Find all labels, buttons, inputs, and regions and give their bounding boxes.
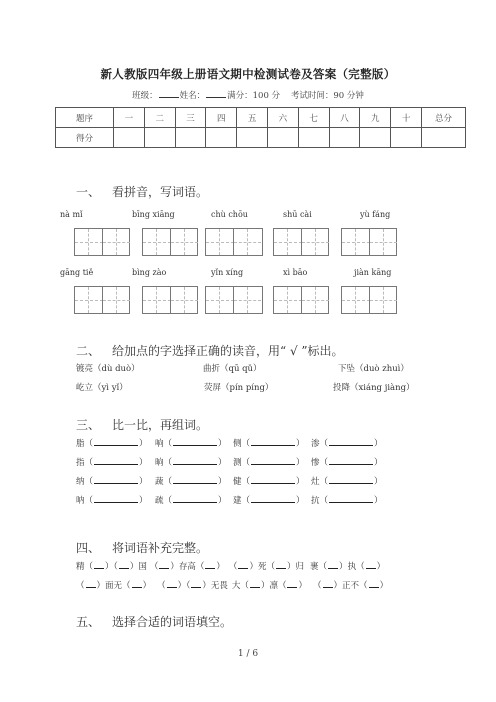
paren: ） [296,439,305,449]
score-cell[interactable] [422,128,466,148]
fill-in-blank[interactable]: （ ） [76,581,105,591]
score-header-cell: 九 [360,108,391,128]
score-cell[interactable] [298,128,329,148]
writing-cell[interactable] [143,287,171,313]
section4-number: 四、 [76,541,101,555]
character: 响 [155,439,164,449]
answer-blank[interactable] [251,474,295,484]
pinyin-label: bìng zào [132,268,167,277]
writing-cell[interactable] [301,287,329,313]
fill-in-blank[interactable]: （ ） [359,581,388,591]
fill-in-blank[interactable]: （ ） [240,581,269,591]
blank-line[interactable] [86,578,96,588]
fill-in-blank[interactable]: （ ） [85,562,114,572]
word-part: 裹 [310,562,319,572]
compare-item [155,436,227,449]
writing-grid[interactable] [74,286,130,314]
pronunciation-item[interactable]: 屹立（yì yǐ） [76,383,128,393]
blank-line[interactable] [369,578,379,588]
writing-grid[interactable] [74,228,130,256]
name-blank[interactable] [206,88,226,98]
paren: （ [319,477,329,487]
compare-item [233,493,305,506]
paren: （ [319,496,329,506]
character: 呐 [76,496,85,506]
paren: （ [241,458,251,468]
compare-item [311,436,383,449]
paren: （ [241,496,251,506]
character: 疏 [155,496,164,506]
writing-cell[interactable] [102,229,130,255]
blank-line[interactable] [366,559,376,569]
score-cell[interactable] [267,128,298,148]
paren: （ [163,458,173,468]
compare-item [76,493,148,506]
paren: ） [296,496,305,506]
name-label: 姓名： [179,91,206,101]
full-score: 满分：100 分 [227,91,281,101]
score-cell[interactable] [360,128,391,148]
word-part: 死 [257,562,267,572]
compare-item [233,474,305,487]
score-cell[interactable] [237,128,268,148]
class-blank[interactable] [159,88,179,98]
writing-grid[interactable] [142,286,198,314]
compare-item [155,455,227,468]
writing-grid[interactable] [142,228,198,256]
answer-blank[interactable] [251,455,295,465]
score-header-cell: 三 [175,108,206,128]
paren: （ [163,439,173,449]
score-header-cell: 十 [391,108,422,128]
pronunciation-item[interactable]: 下坠（duò zhuì） [338,364,409,374]
answer-blank[interactable] [94,436,138,446]
word-part: 存高 [178,562,196,572]
pinyin-label: yù fáng [360,210,391,219]
complete-words-row-2 [76,578,388,591]
writing-cell[interactable] [143,229,171,255]
character: 灶 [311,477,320,487]
pinyin-label: shū cài [283,210,312,219]
section1-title: 看拼音，写词语。 [112,185,209,199]
word-part: 无畏 [210,581,228,591]
blank-line[interactable] [238,559,248,569]
blank-line[interactable] [132,578,142,588]
paren: ） [139,458,148,468]
blank-line[interactable] [205,559,215,569]
score-header-cell: 五 [237,108,268,128]
class-label: 班级： [132,91,158,101]
section2-number: 二、 [76,344,101,358]
score-cell[interactable] [144,128,175,148]
score-header-cell: 八 [329,108,360,128]
paren: （ [241,477,251,487]
pinyin-label: xì bāo [283,268,308,277]
word-part: 执 [347,562,357,572]
fill-in-blank[interactable]: （ ） [114,562,139,572]
pronunciation-item[interactable]: 投降（xiáng jiàng） [333,383,415,393]
section4-heading [76,539,208,556]
answer-blank[interactable] [329,474,373,484]
character: 建 [233,496,242,506]
writing-grid[interactable] [341,228,397,256]
character: 侧 [233,439,242,449]
answer-blank[interactable] [94,455,138,465]
score-header-cell: 一 [114,108,145,128]
fill-in-blank[interactable]: （ ） [150,562,179,572]
answer-blank[interactable] [173,493,217,503]
pinyin-label: yǐn xíng [211,268,244,277]
blank-line[interactable] [94,559,104,569]
section2-heading [76,342,344,359]
section1-number: 一、 [76,185,101,199]
answer-blank[interactable] [329,455,373,465]
score-header-cell: 总分 [422,108,466,128]
pinyin-label: chù chōu [211,210,248,219]
score-cell[interactable] [175,128,206,148]
paren: ） [218,477,227,487]
paren: （ [163,477,173,487]
writing-cell[interactable] [102,287,130,313]
character: 测 [233,458,242,468]
compare-item [311,474,383,487]
fill-in-blank[interactable]: （ ） [319,562,348,572]
compare-item [76,436,148,449]
paren: （ [84,439,94,449]
score-cell[interactable] [391,128,422,148]
score-cell[interactable] [329,128,360,148]
writing-cell[interactable] [233,287,261,313]
fill-in-blank[interactable]: （ ） [266,562,295,572]
fill-in-blank[interactable]: （ ） [196,562,225,572]
compare-item [311,493,383,506]
score-header-row [56,108,466,128]
paren: ） [374,439,383,449]
score-table [55,107,466,148]
character: 晌 [155,458,164,468]
compare-item [155,474,227,487]
word-part: 凛 [269,581,278,591]
writing-cell[interactable] [233,229,261,255]
fill-in-blank[interactable]: （ ） [186,581,211,591]
paren: ） [218,458,227,468]
writing-cell[interactable] [170,287,198,313]
score-cell[interactable] [114,128,145,148]
paren: ） [218,496,227,506]
answer-blank[interactable] [251,436,295,446]
section5-number: 五、 [76,615,101,629]
page-number: 1 / 6 [237,649,259,659]
writing-cell[interactable] [170,229,198,255]
word-part: 面无 [105,581,123,591]
blank-line[interactable] [167,578,177,588]
paren: ） [139,477,148,487]
answer-blank[interactable] [329,493,373,503]
section3-heading [76,416,208,433]
complete-words-row-1 [76,559,385,572]
paren: （ [84,458,94,468]
compare-item [311,455,383,468]
pinyin-label: gāng tiě [60,268,94,277]
fill-in-blank[interactable]: （ ） [278,581,307,591]
compare-item [233,436,305,449]
writing-cell[interactable] [206,229,234,255]
score-header-cell: 二 [144,108,175,128]
score-cell[interactable] [206,128,237,148]
score-header-cell: 四 [206,108,237,128]
character: 指 [76,458,85,468]
writing-cell[interactable] [274,287,302,313]
writing-grid[interactable] [205,228,263,256]
writing-grid[interactable] [273,228,329,256]
character: 蔬 [155,477,164,487]
answer-blank[interactable] [173,436,217,446]
writing-cell[interactable] [75,287,103,313]
score-value-row [56,128,466,148]
fill-in-blank[interactable]: （ ） [313,581,342,591]
exam-info [0,88,496,101]
fill-in-blank[interactable]: （ ） [356,562,385,572]
score-header-cell: 七 [298,108,329,128]
compare-item [76,455,148,468]
blank-line[interactable] [159,559,169,569]
writing-cell[interactable] [301,229,329,255]
paren: （ [163,496,173,506]
pinyin-label: jiàn kāng [354,268,392,277]
blank-line[interactable] [328,559,338,569]
section4-title: 将词语补充完整。 [112,541,209,555]
writing-cell[interactable] [206,287,234,313]
pronunciation-item[interactable]: 曲折（qū qǔ） [203,364,262,374]
character: 渗 [311,439,320,449]
fill-in-blank[interactable]: （ ） [157,581,186,591]
exam-time: 考试时间：90 分钟 [290,91,364,101]
paren: ） [374,496,383,506]
word-part: 精 [76,562,85,572]
character: 健 [233,477,242,487]
answer-blank[interactable] [94,493,138,503]
section3-number: 三、 [76,418,101,432]
answer-blank[interactable] [173,455,217,465]
pronunciation-item[interactable]: 镀亮（dù duò） [76,364,140,374]
paren: （ [84,496,94,506]
section3-title: 比一比，再组词。 [112,418,209,432]
word-part: 正不 [342,581,360,591]
paren: （ [241,439,251,449]
word-part: 大 [231,581,241,591]
fill-in-blank[interactable]: （ ） [122,581,151,591]
paren: （ [319,458,329,468]
blank-line[interactable] [276,559,286,569]
paren: ） [296,477,305,487]
paren: ） [139,496,148,506]
writing-cell[interactable] [75,229,103,255]
pinyin-label: nà mǐ [60,210,83,219]
writing-cell[interactable] [342,287,370,313]
blank-line[interactable] [119,559,129,569]
paren: （ [319,439,329,449]
compare-item [76,474,148,487]
word-part: 国 [138,562,147,572]
answer-blank[interactable] [173,474,217,484]
section5-heading [76,613,232,630]
score-row-label: 得分 [56,128,114,148]
section5-title: 选择合适的词语填空。 [112,615,233,629]
compare-item [233,455,305,468]
writing-cell[interactable] [369,229,397,255]
character: 抗 [311,496,320,506]
page-title: 新人教版四年级上册语文期中检测试卷及答案（完整版） [100,67,396,81]
compare-item [155,493,227,506]
answer-blank[interactable] [251,493,295,503]
paren: ） [296,458,305,468]
character: 惨 [311,458,320,468]
blank-line[interactable] [287,578,297,588]
fill-in-blank[interactable]: （ ） [229,562,258,572]
paren: （ [84,477,94,487]
paren: ） [374,458,383,468]
writing-cell[interactable] [369,287,397,313]
writing-grid[interactable] [205,286,263,314]
character: 纳 [76,477,85,487]
paren: ） [139,439,148,449]
section2-title: 给加点的字选择正确的读音，用“ √ ”标出。 [112,344,344,358]
character: 脂 [76,439,85,449]
word-part: 归 [295,562,305,572]
section1-heading [76,183,208,200]
answer-blank[interactable] [329,436,373,446]
blank-line[interactable] [323,578,333,588]
score-header-cell: 六 [267,108,298,128]
writing-cell[interactable] [274,229,302,255]
pinyin-label: bīng xiāng [132,210,175,219]
pronunciation-item[interactable]: 荧屏（pín píng） [204,383,274,393]
answer-blank[interactable] [94,474,138,484]
writing-grid[interactable] [341,286,397,314]
writing-grid[interactable] [273,286,329,314]
paren: ） [374,477,383,487]
paren: ） [218,439,227,449]
blank-line[interactable] [250,578,260,588]
blank-line[interactable] [191,578,201,588]
writing-cell[interactable] [342,229,370,255]
score-header-label: 题序 [56,108,114,128]
